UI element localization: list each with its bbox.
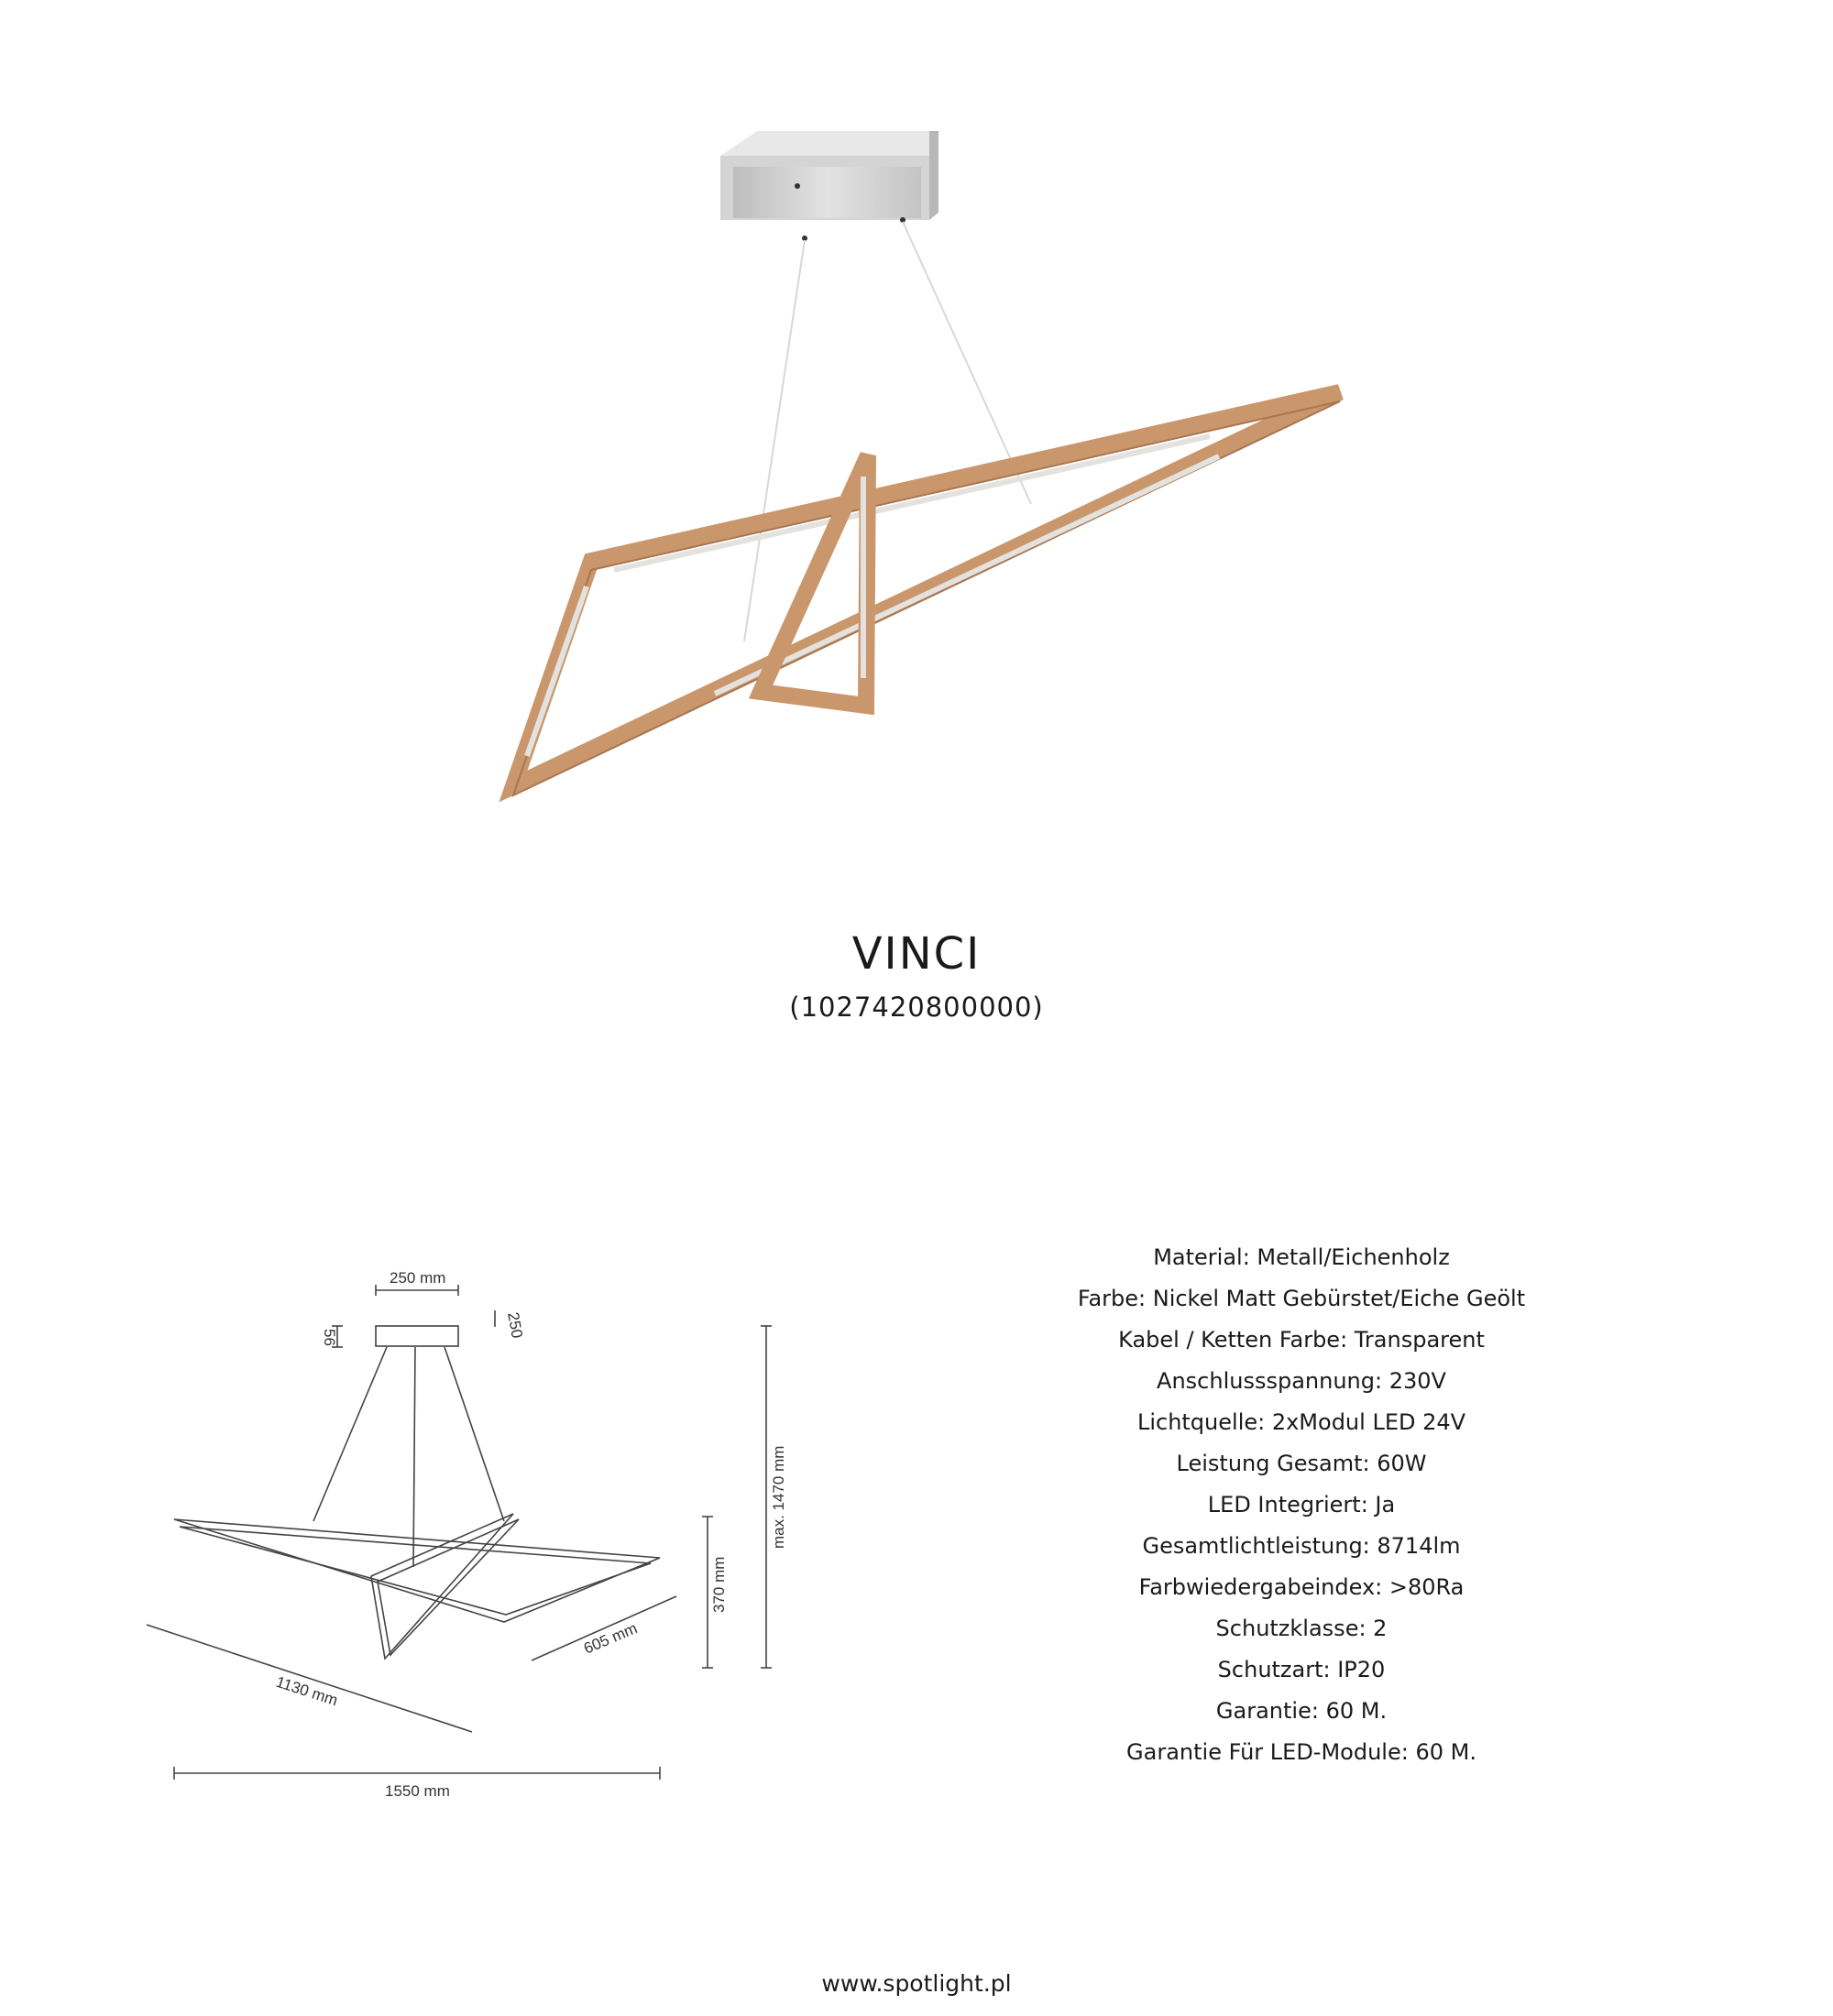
- wooden-frame-small: [761, 455, 868, 706]
- drawing-canopy: [376, 1326, 458, 1346]
- suspension-cables: [744, 222, 1031, 641]
- dim-body-height: 370 mm: [710, 1556, 728, 1613]
- spec-led-integrated: LED Integriert: Ja: [1207, 1492, 1396, 1517]
- product-name: VINCI: [851, 928, 982, 980]
- spec-light-source: Lichtquelle: 2xModul LED 24V: [1136, 1409, 1466, 1435]
- dim-max-height: max. 1470 mm: [770, 1445, 787, 1549]
- spec-luminous-flux: Gesamtlichtleistung: 8714lm: [1142, 1533, 1461, 1559]
- footer-url[interactable]: www.spotlight.pl: [821, 1970, 1012, 1997]
- dimension-drawing: [119, 1246, 852, 1796]
- dim-total-length: 1550 mm: [385, 1782, 450, 1796]
- dim-canopy-height: 56: [321, 1329, 338, 1346]
- wooden-frame-large: [513, 392, 1340, 795]
- drawing-frame-large: [174, 1519, 660, 1622]
- drawing-frame-small: [371, 1514, 513, 1659]
- spec-list: [1008, 1237, 1595, 1773]
- dim-canopy-width: 250 mm: [390, 1269, 446, 1287]
- dim-short-side: 605 mm: [581, 1619, 641, 1658]
- spec-warranty: Garantie: 60 M.: [1215, 1698, 1388, 1724]
- spec-protection-class: Schutzklasse: 2: [1215, 1616, 1388, 1641]
- spec-ip-rating: Schutzart: IP20: [1217, 1657, 1386, 1682]
- dim-long-side: 1130 mm: [273, 1672, 340, 1710]
- product-photo: [0, 0, 1833, 852]
- dim-canopy-depth: 250: [504, 1310, 526, 1340]
- product-heading: [0, 926, 1833, 1023]
- spec-cri: Farbwiedergabeindex: >80Ra: [1138, 1574, 1465, 1600]
- spec-led-warranty: Garantie Für LED-Module: 60 M.: [1126, 1739, 1476, 1765]
- ceiling-canopy: [720, 131, 938, 241]
- spec-color: Farbe: Nickel Matt Gebürstet/Eiche Geölt: [1077, 1286, 1526, 1311]
- product-code: (1027420800000): [789, 992, 1044, 1023]
- spec-voltage: Anschlussspannung: 230V: [1157, 1368, 1446, 1394]
- spec-power: Leistung Gesamt: 60W: [1176, 1451, 1427, 1476]
- spec-material: Material: Metall/Eichenholz: [1153, 1244, 1450, 1270]
- spec-cable-color: Kabel / Ketten Farbe: Transparent: [1118, 1327, 1485, 1353]
